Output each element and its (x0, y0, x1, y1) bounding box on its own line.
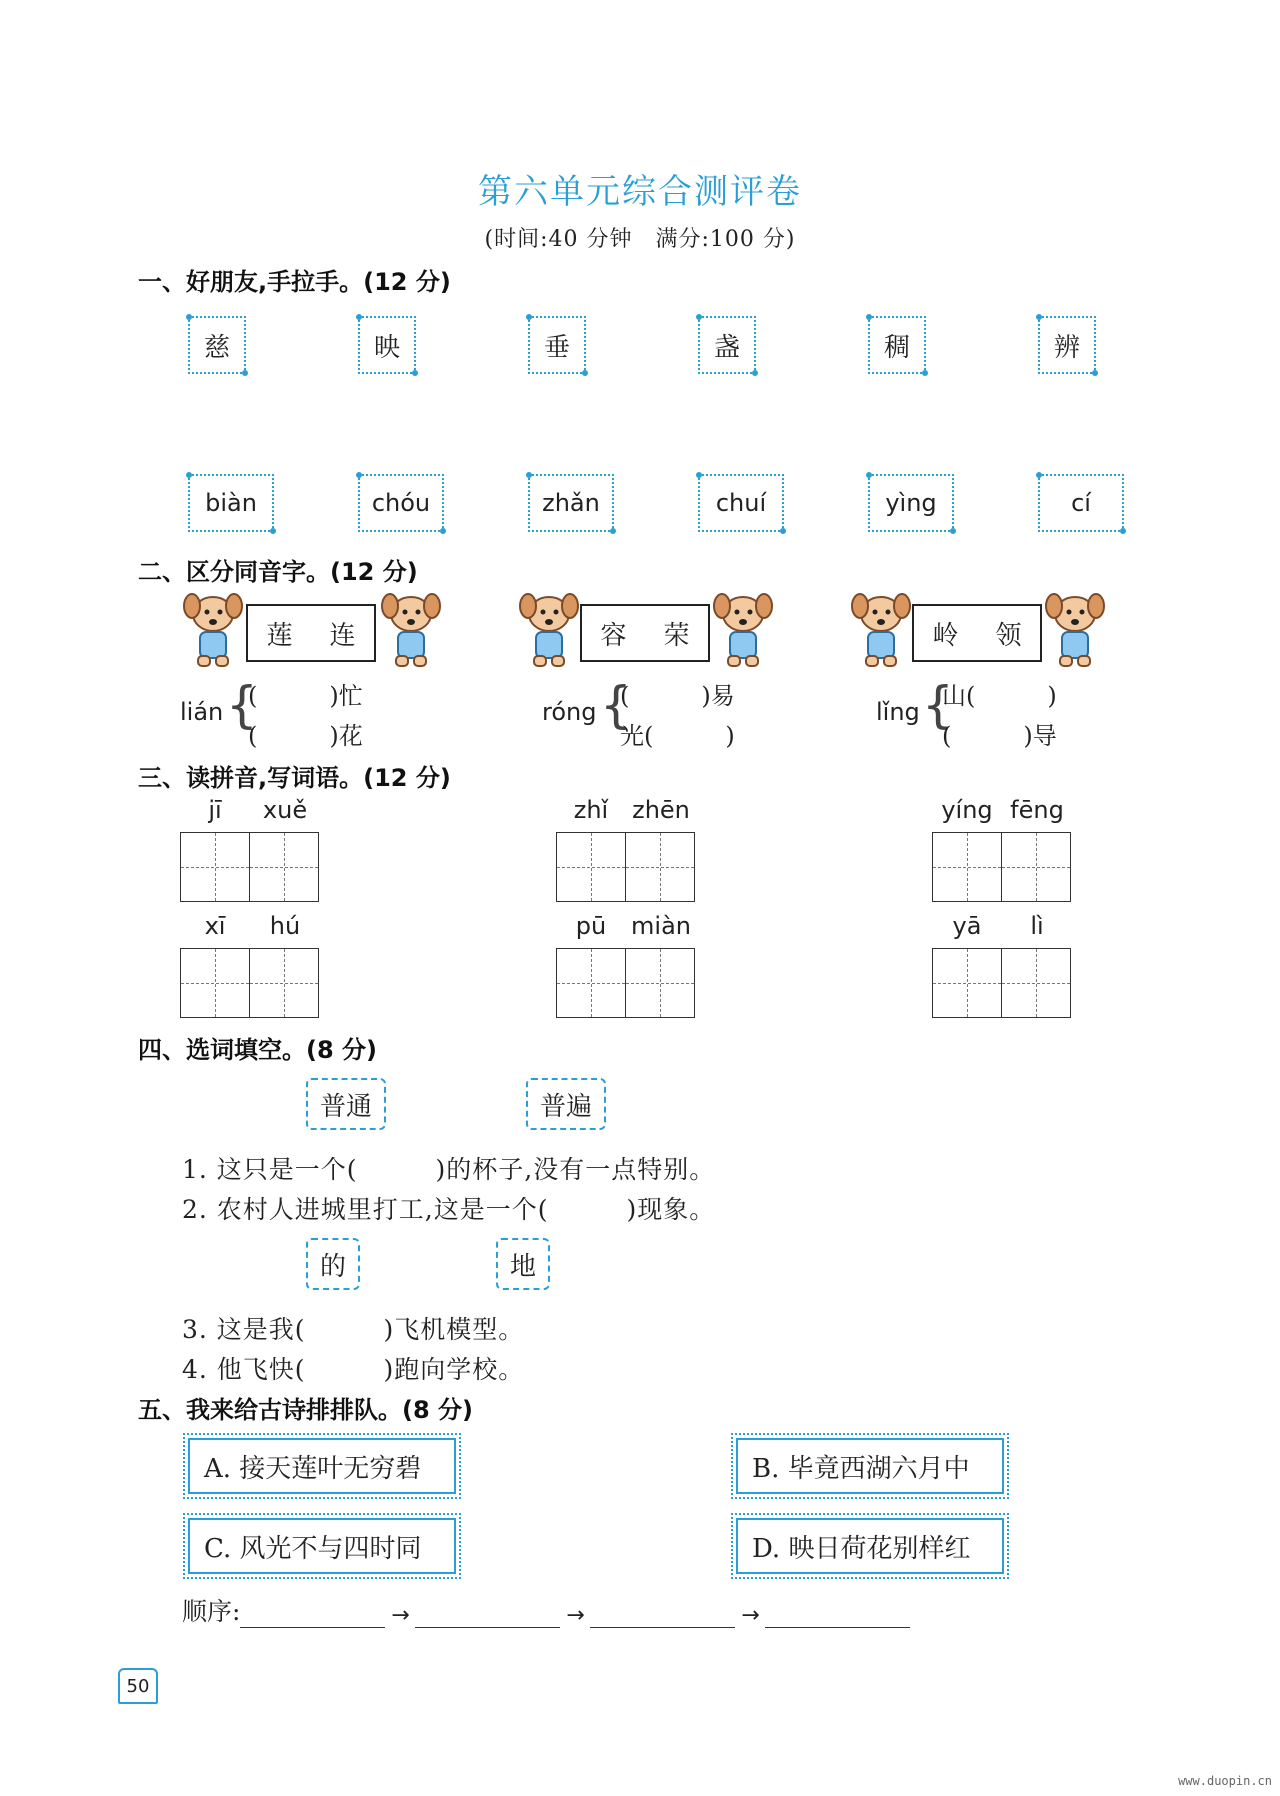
page-title: 第六单元综合测评卷 (478, 172, 802, 212)
grid-cell[interactable] (932, 948, 1002, 1018)
order-blank[interactable] (415, 1597, 560, 1628)
fill-line: ( )易 (620, 682, 735, 710)
syllable: miàn (631, 912, 691, 940)
page-subtitle: (时间:40 分钟 满分:100 分) (484, 227, 796, 252)
fill-line: 光( ) (620, 722, 735, 750)
sentence: 3. 这是我( )飞机模型。 (182, 1315, 525, 1344)
pinyin-box: chuí (698, 474, 784, 532)
puppy-icon (180, 590, 246, 670)
syllable: lì (1030, 912, 1044, 940)
grid-cell[interactable] (932, 832, 1002, 902)
order-label: 顺序: (182, 1597, 241, 1626)
syllable: hú (269, 912, 301, 940)
syllable: pū (575, 912, 607, 940)
puppy-icon (1042, 590, 1108, 670)
sentence: 2. 农村人进城里打工,这是一个( )现象。 (182, 1195, 716, 1224)
syllable: yíng (941, 796, 993, 824)
sentence: 1. 这只是一个( )的杯子,没有一点特别。 (182, 1155, 716, 1184)
section5-heading: 五、我来给古诗排排队。(8 分) (138, 1396, 473, 1424)
pinyin-word (556, 796, 696, 824)
section1-heading: 一、好朋友,手拉手。(12 分) (138, 268, 451, 296)
char-box: 慈 (188, 316, 246, 374)
grid-cell[interactable] (249, 832, 319, 902)
pinyin-box: biàn (188, 474, 274, 532)
pinyin-label: lián (180, 698, 224, 726)
writing-grid[interactable] (180, 832, 317, 902)
syllable: jī (208, 796, 222, 824)
brace: { (600, 676, 632, 734)
order-blank[interactable] (590, 1597, 735, 1628)
page-number: 50 (118, 1668, 158, 1704)
pair-char: 容 (600, 620, 627, 651)
pinyin-label: róng (542, 698, 597, 726)
order-row (182, 1592, 910, 1628)
homophone-pair-box (580, 604, 710, 662)
grid-cell[interactable] (556, 832, 626, 902)
fill-line: 山( ) (942, 682, 1057, 710)
fill-line: ( )花 (248, 722, 363, 750)
puppy-icon (710, 590, 776, 670)
puppy-icon (378, 590, 444, 670)
writing-grid[interactable] (180, 948, 317, 1018)
grid-cell[interactable] (625, 948, 695, 1018)
grid-cell[interactable] (249, 948, 319, 1018)
order-blank[interactable] (765, 1597, 910, 1628)
arrow-right-icon: → (741, 1603, 760, 1628)
pinyin-box: cí (1038, 474, 1124, 532)
writing-grid[interactable] (556, 948, 693, 1018)
pinyin-word (180, 912, 320, 940)
syllable: yā (952, 912, 982, 940)
poem-line-box: C. 风光不与四时同 (188, 1518, 456, 1574)
syllable: fēng (1010, 796, 1064, 824)
word-choice-box: 地 (496, 1238, 550, 1290)
sentence: 4. 他飞快( )跑向学校。 (182, 1355, 525, 1384)
pinyin-box: zhǎn (528, 474, 614, 532)
grid-cell[interactable] (1001, 948, 1071, 1018)
pinyin-word (932, 796, 1072, 824)
char-box: 盏 (698, 316, 756, 374)
grid-cell[interactable] (625, 832, 695, 902)
grid-cell[interactable] (556, 948, 626, 1018)
char-box: 辨 (1038, 316, 1096, 374)
fill-line: ( )导 (942, 722, 1057, 750)
grid-cell[interactable] (180, 948, 250, 1018)
pair-char: 荣 (663, 620, 690, 651)
pair-char: 莲 (266, 620, 293, 651)
char-box: 垂 (528, 316, 586, 374)
brace: { (922, 676, 954, 734)
word-choice-box: 普通 (306, 1078, 386, 1130)
footer-url: www.duopin.cn (1178, 1774, 1272, 1788)
writing-grid[interactable] (932, 832, 1069, 902)
syllable: xī (204, 912, 226, 940)
writing-grid[interactable] (932, 948, 1069, 1018)
order-blank[interactable] (240, 1597, 385, 1628)
section3-heading: 三、读拼音,写词语。(12 分) (138, 764, 451, 792)
grid-cell[interactable] (1001, 832, 1071, 902)
poem-line-box: D. 映日荷花别样红 (736, 1518, 1004, 1574)
grid-cell[interactable] (180, 832, 250, 902)
word-choice-box: 的 (306, 1238, 360, 1290)
poem-line-box: A. 接天莲叶无穷碧 (188, 1438, 456, 1494)
pair-char: 连 (329, 620, 356, 651)
poem-line-box: B. 毕竟西湖六月中 (736, 1438, 1004, 1494)
fill-line: ( )忙 (248, 682, 363, 710)
word-choice-box: 普遍 (526, 1078, 606, 1130)
char-box: 稠 (868, 316, 926, 374)
brace: { (226, 676, 258, 734)
syllable: zhǐ (573, 796, 609, 824)
pinyin-label: lǐng (876, 698, 920, 726)
pair-char: 领 (995, 620, 1022, 651)
arrow-right-icon: → (391, 1603, 410, 1628)
homophone-pair-box (912, 604, 1042, 662)
puppy-icon (516, 590, 582, 670)
pinyin-word (932, 912, 1072, 940)
homophone-pair-box (246, 604, 376, 662)
section2-heading: 二、区分同音字。(12 分) (138, 558, 418, 586)
arrow-right-icon: → (566, 1603, 585, 1628)
section4-heading: 四、选词填空。(8 分) (138, 1036, 377, 1064)
pinyin-box: chóu (358, 474, 444, 532)
char-box: 映 (358, 316, 416, 374)
pinyin-box: yìng (868, 474, 954, 532)
writing-grid[interactable] (556, 832, 693, 902)
pair-char: 岭 (932, 620, 959, 651)
puppy-icon (848, 590, 914, 670)
pinyin-word (556, 912, 696, 940)
syllable: xuě (262, 796, 308, 824)
pinyin-word (180, 796, 320, 824)
syllable: zhēn (632, 796, 690, 824)
